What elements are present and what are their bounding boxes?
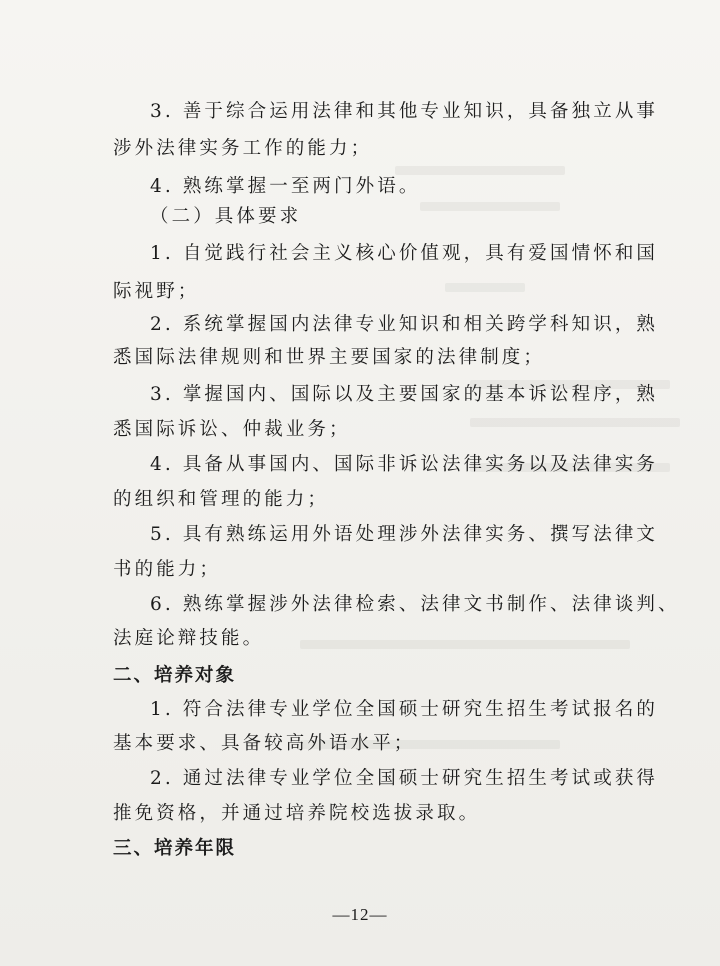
paragraph-line: 涉外法律实务工作的能力； — [113, 138, 373, 159]
paragraph-line: 书的能力； — [113, 559, 222, 580]
paragraph-line: 的组织和管理的能力； — [113, 489, 330, 510]
bleed-through-mark — [395, 166, 565, 175]
paragraph-line: 6. 熟练掌握涉外法律检索、法律文书制作、法律谈判、 — [150, 594, 680, 615]
paragraph-line: 1. 自觉践行社会主义核心价值观，具有爱国情怀和国 — [150, 243, 659, 264]
paragraph-line: 悉国际法律规则和世界主要国家的法律制度； — [113, 347, 546, 368]
paragraph-line: 4. 具备从事国内、国际非诉讼法律实务以及法律实务 — [150, 454, 659, 475]
page-number: —12— — [332, 905, 388, 924]
section-heading-training-years: 三、培养年限 — [113, 838, 237, 859]
paragraph-line: 2. 系统掌握国内法律专业知识和相关跨学科知识，熟 — [150, 314, 659, 335]
paragraph-line: 3. 掌握国内、国际以及主要国家的基本诉讼程序，熟 — [150, 384, 659, 405]
bleed-through-mark — [445, 283, 525, 292]
paragraph-line: 5. 具有熟练运用外语处理涉外法律实务、撰写法律文 — [150, 524, 659, 545]
subsection-heading: （二）具体要求 — [150, 206, 302, 227]
paragraph-line: 法庭论辩技能。 — [113, 628, 265, 649]
paragraph-line: 悉国际诉讼、仲裁业务； — [113, 419, 351, 440]
paragraph-line: 1. 符合法律专业学位全国硕士研究生招生考试报名的 — [150, 699, 659, 720]
section-heading-training-target: 二、培养对象 — [113, 665, 237, 686]
paragraph-line: 基本要求、具备较高外语水平； — [113, 733, 416, 754]
paragraph-line: 际视野； — [113, 281, 200, 302]
paragraph-line: 推免资格，并通过培养院校选拔录取。 — [113, 803, 481, 824]
paragraph-line: 2. 通过法律专业学位全国硕士研究生招生考试或获得 — [150, 768, 659, 789]
bleed-through-mark — [470, 418, 680, 427]
paragraph-line: 3. 善于综合运用法律和其他专业知识，具备独立从事 — [150, 101, 659, 122]
bleed-through-mark — [300, 640, 630, 649]
paragraph-line: 4. 熟练掌握一至两门外语。 — [150, 176, 421, 197]
bleed-through-mark — [420, 202, 560, 211]
